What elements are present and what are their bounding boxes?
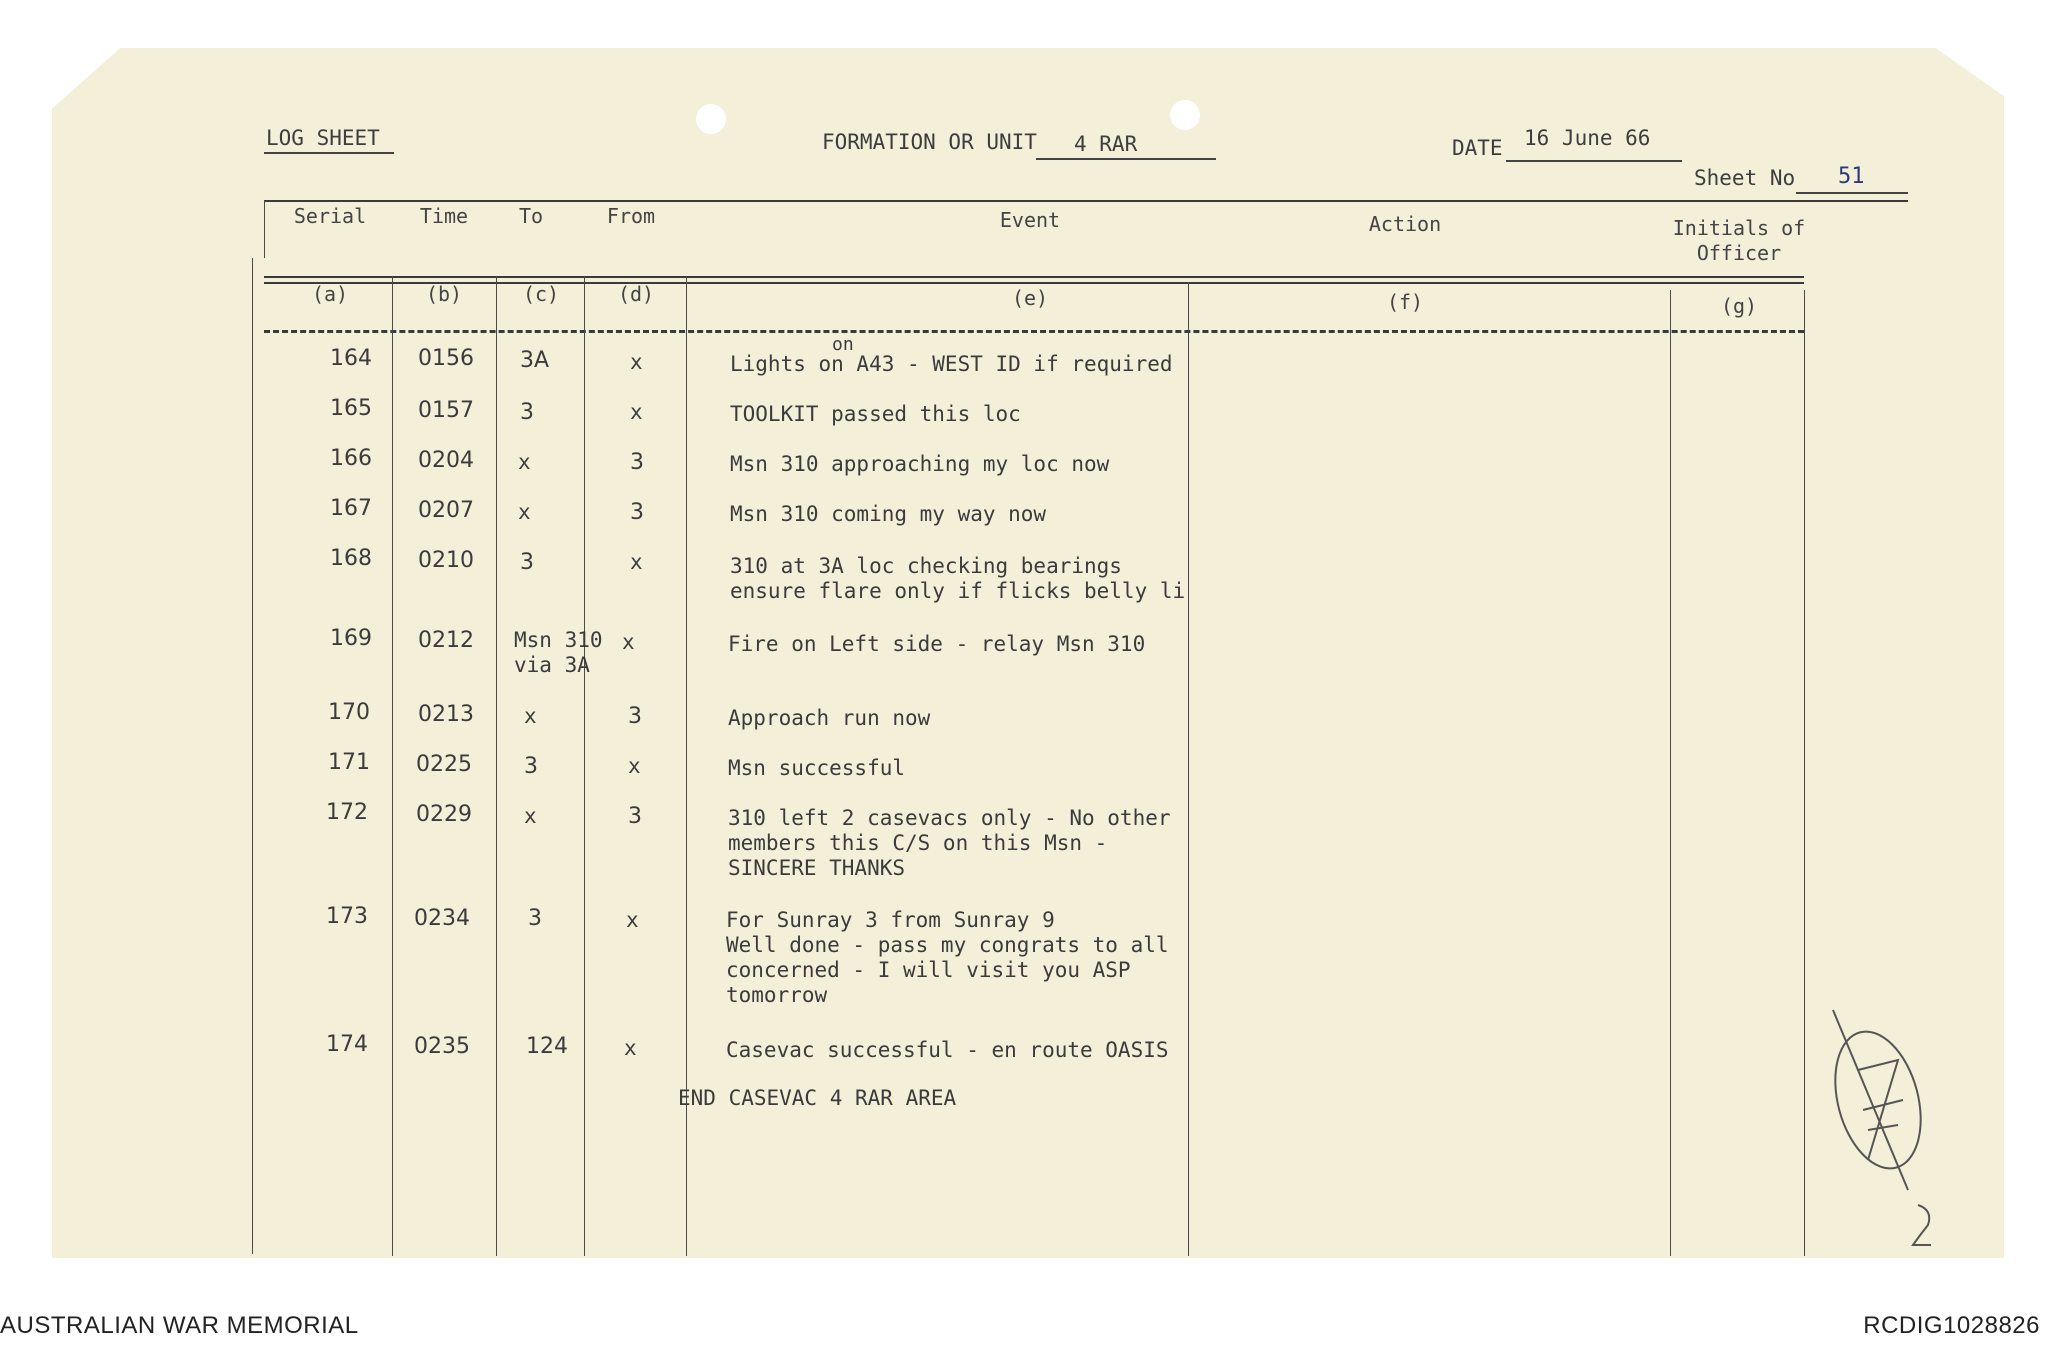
from-cell: 3 bbox=[628, 704, 642, 729]
serial-cell: 174 bbox=[326, 1032, 368, 1057]
event-cell: Fire on Left side - relay Msn 310 bbox=[728, 632, 1146, 656]
punch-hole-right bbox=[1170, 100, 1200, 130]
from-cell: x bbox=[630, 350, 643, 374]
col-rule-left-lower bbox=[252, 258, 253, 1254]
column-header-to: To bbox=[518, 204, 544, 228]
formation-label: FORMATION OR UNIT bbox=[822, 130, 1037, 154]
from-cell: x bbox=[622, 630, 635, 654]
to-cell: 3 bbox=[520, 550, 534, 575]
from-cell: x bbox=[624, 1036, 637, 1060]
time-cell: 0204 bbox=[418, 448, 474, 473]
formation-underline bbox=[1036, 158, 1216, 160]
column-header-from: From bbox=[606, 204, 656, 228]
sheet-number-underline bbox=[1796, 192, 1908, 194]
to-cell: 3 bbox=[520, 400, 534, 425]
event-cell: Msn 310 approaching my loc now bbox=[730, 452, 1110, 476]
time-cell: 0212 bbox=[418, 628, 474, 653]
from-cell: 3 bbox=[628, 804, 642, 829]
from-cell: x bbox=[630, 550, 643, 574]
time-cell: 0156 bbox=[418, 346, 474, 371]
pencil-folio-mark-icon bbox=[1808, 1000, 1938, 1250]
table-top-rule bbox=[264, 200, 1908, 202]
to-cell: x bbox=[524, 804, 537, 828]
from-cell: x bbox=[626, 908, 639, 932]
column-letter-e: (e) bbox=[1011, 286, 1049, 310]
time-cell: 0225 bbox=[416, 752, 472, 777]
time-cell: 0207 bbox=[418, 498, 474, 523]
serial-cell: 165 bbox=[330, 396, 372, 421]
closing-line: END CASEVAC 4 RAR AREA bbox=[678, 1086, 957, 1110]
footer-institution: AUSTRALIAN WAR MEMORIAL bbox=[0, 1312, 359, 1339]
date-value: 16 June 66 bbox=[1524, 126, 1651, 150]
column-letter-d: (d) bbox=[617, 282, 655, 306]
header-sub-rule bbox=[264, 282, 1804, 284]
sheet-number-label: Sheet No bbox=[1694, 166, 1796, 190]
col-rule-f-g bbox=[1670, 290, 1671, 1256]
time-cell: 0234 bbox=[414, 906, 470, 931]
col-rule-e-f bbox=[1188, 282, 1189, 1256]
event-cell: Lights on A43 - WEST ID if required bbox=[730, 352, 1173, 376]
serial-cell: 167 bbox=[330, 496, 372, 521]
col-rule-right bbox=[1804, 290, 1805, 1256]
punch-hole-left bbox=[696, 104, 726, 134]
serial-cell: 171 bbox=[328, 750, 370, 775]
header-mid-rule bbox=[264, 276, 1804, 278]
column-letter-a: (a) bbox=[311, 282, 349, 306]
from-cell: x bbox=[628, 754, 641, 778]
to-cell: Msn 310 via 3A bbox=[514, 628, 603, 677]
from-cell: 3 bbox=[630, 450, 644, 475]
event-correction: on bbox=[832, 334, 854, 355]
event-cell: For Sunray 3 from Sunray 9 Well done - pass my congrats to all concerned - I will visit you ASP tomorrow bbox=[726, 908, 1169, 1007]
to-cell: 3 bbox=[524, 754, 538, 779]
event-cell: Msn 310 coming my way now bbox=[730, 502, 1047, 526]
sheet-number-value: 51 bbox=[1838, 164, 1865, 189]
serial-cell: 169 bbox=[330, 626, 372, 651]
log-sheet-title: LOG SHEET bbox=[266, 126, 380, 150]
to-cell: x bbox=[518, 450, 531, 474]
serial-cell: 166 bbox=[330, 446, 372, 471]
serial-cell: 164 bbox=[330, 346, 372, 371]
to-cell: x bbox=[524, 704, 537, 728]
to-cell: 3 bbox=[528, 906, 542, 931]
event-cell: TOOLKIT passed this loc bbox=[730, 402, 1021, 426]
event-cell: Msn successful bbox=[728, 756, 906, 780]
from-cell: x bbox=[630, 400, 643, 424]
column-letter-c: (c) bbox=[522, 282, 560, 306]
serial-cell: 168 bbox=[330, 546, 372, 571]
footer-catalog-id: RCDIG1028826 bbox=[1863, 1312, 2040, 1339]
formation-value: 4 RAR bbox=[1074, 132, 1138, 156]
column-header-action: Action bbox=[1368, 212, 1442, 236]
date-label: DATE bbox=[1452, 136, 1503, 160]
col-rule-left bbox=[264, 200, 265, 258]
header-bottom-rule bbox=[264, 330, 1804, 333]
time-cell: 0235 bbox=[414, 1034, 470, 1059]
col-rule-c-d bbox=[584, 276, 585, 1256]
column-header-event: Event bbox=[999, 208, 1061, 232]
from-cell: 3 bbox=[630, 500, 644, 525]
col-rule-a-b bbox=[392, 276, 393, 1256]
serial-cell: 172 bbox=[326, 800, 368, 825]
column-header-time: Time bbox=[419, 204, 469, 228]
event-cell: 310 left 2 casevacs only - No other members this C/S on this Msn - SINCERE THANKS bbox=[728, 806, 1171, 880]
to-cell: 3A bbox=[520, 348, 550, 373]
col-rule-b-c bbox=[496, 276, 497, 1256]
time-cell: 0210 bbox=[418, 548, 474, 573]
time-cell: 0157 bbox=[418, 398, 474, 423]
to-cell: 124 bbox=[526, 1034, 568, 1059]
serial-cell: 170 bbox=[328, 700, 370, 725]
time-cell: 0229 bbox=[416, 802, 472, 827]
title-underline bbox=[264, 152, 394, 154]
event-cell: 310 at 3A loc checking bearings ensure flare only if flicks belly li bbox=[730, 554, 1186, 603]
column-letter-f: (f) bbox=[1386, 290, 1424, 314]
column-header-initials: Initials of Officer bbox=[1672, 216, 1806, 265]
date-underline bbox=[1506, 160, 1682, 162]
event-cell: Casevac successful - en route OASIS bbox=[726, 1038, 1169, 1062]
to-cell: x bbox=[518, 500, 531, 524]
column-letter-b: (b) bbox=[425, 282, 463, 306]
column-letter-g: (g) bbox=[1720, 294, 1758, 318]
event-cell: Approach run now bbox=[728, 706, 931, 730]
column-header-serial: Serial bbox=[293, 204, 367, 228]
serial-cell: 173 bbox=[326, 904, 368, 929]
time-cell: 0213 bbox=[418, 702, 474, 727]
